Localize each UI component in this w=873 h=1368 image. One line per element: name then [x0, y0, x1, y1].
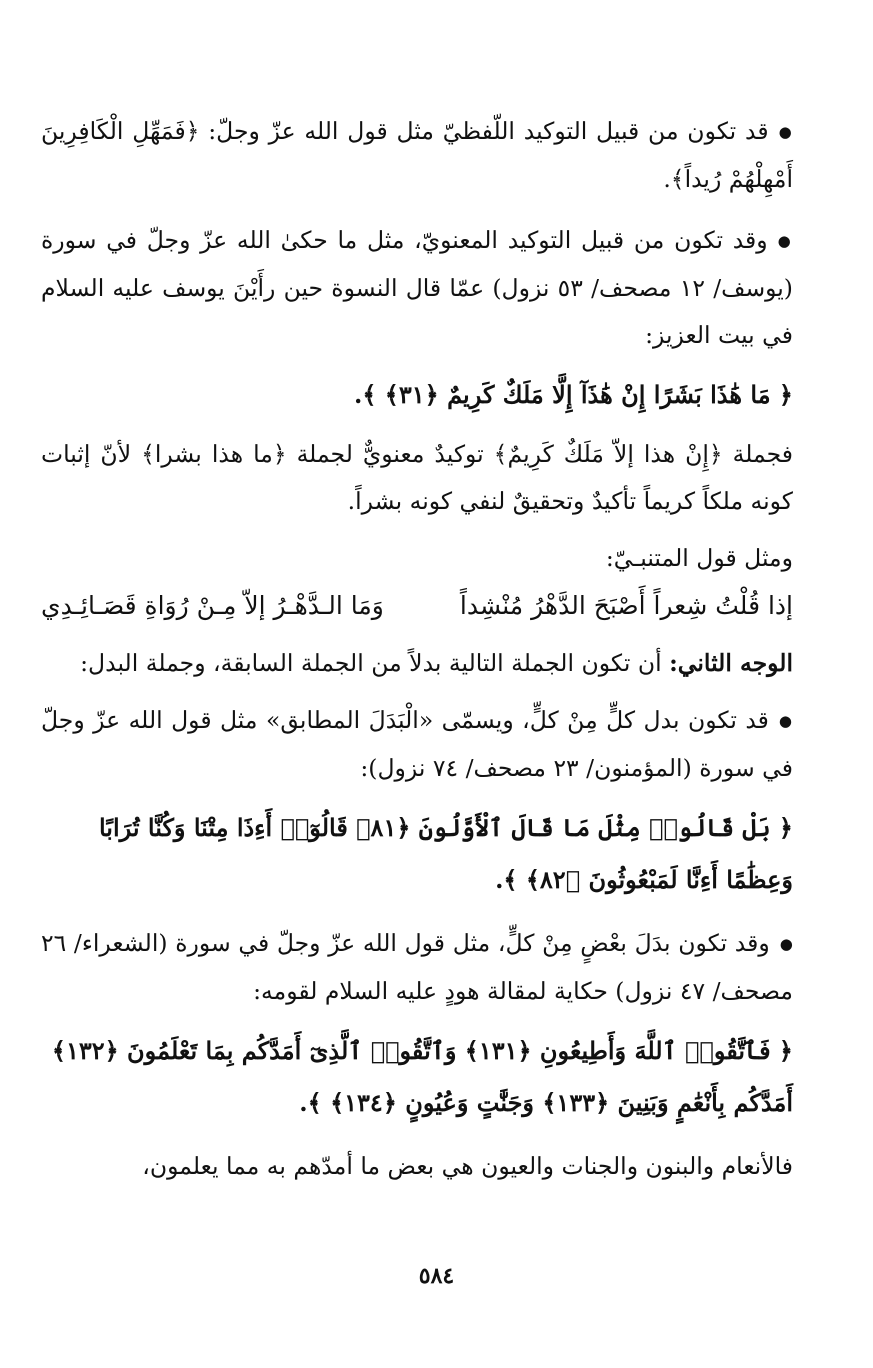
- poem-verse: [41, 582, 793, 630]
- bullet-paragraph-badal-bad: ● وقد تكون بدَلَ بعْضٍ مِنْ كلٍّ، مثل قول الله عزّ وجلّ في سورة (الشعراء/ ٢٦ مصحف/ ٤٧ نزول) حكاية لمقالة هودٍ عليه السلام لقومه:: [41, 920, 793, 1015]
- second-aspect-heading: الوجه الثاني:: [669, 649, 793, 677]
- bullet-paragraph-lafzi: ● قد تكون من قبيل التوكيد اللّفظيّ مثل قول الله عزّ وجلّ: ﴿فَمَهِّلِ الْكَافِرِينَ أَمْهِلْهُمْ رُيداً﴾.: [41, 108, 793, 203]
- poem-hemistich-second: وَمَا الـدَّهْـرُ إلاّ مِـنْ رُوَاةِ قَصَـائِـدِي: [41, 591, 384, 620]
- second-aspect-text: أن تكون الجملة التالية بدلاً من الجملة السابقة، وجملة البدل:: [80, 649, 670, 677]
- bullet-paragraph-badal-kull: ● قد تكون بدل كلٍّ مِنْ كلٍّ، ويسمّى «الْبَدَلَ المطابق» مثل قول الله عزّ وجلّ في سورة (المؤمنون/ ٢٣ مصحف/ ٧٤ نزول):: [41, 697, 793, 792]
- quran-quote-muminun: ﴿ بَلْ قَالُوا۟ مِثْلَ مَا قَالَ ٱلْأَوَّلُونَ ﴿٨١﴾ قَالُوٓا۟ أَءِذَا مِتْنَا وَكُنَّا تُرَابًا وَعِظَٰمًا أَءِنَّا لَمَبْعُوثُونَ ﴿٨٢﴾ ﴾.: [98, 813, 793, 894]
- quran-quote-yusuf: ﴿ مَا هَٰذَا بَشَرًا إِنْ هَٰذَآ إِلَّا مَلَكٌ كَرِيمٌ ﴿٣١﴾ ﴾.: [354, 380, 793, 409]
- page-number: ٥٨٤: [418, 1263, 455, 1289]
- bullet-paragraph-manawi: ● وقد تكون من قبيل التوكيد المعنويّ، مثل ما حكىٰ الله عزّ وجلّ في سورة (يوسف/ ١٢ مصحف/ ٥٣ نزول) عمّا قال النسوة حين رأَيْنَ يوسف عليه السلام في بيت العزيز:: [41, 217, 793, 359]
- closing-paragraph: فالأنعام والبنون والجنات والعيون هي بعض ما أمدّهم به مما يعلمون،: [142, 1152, 793, 1180]
- mutanabbi-intro: ومثل قول المتنبـيّ:: [605, 544, 793, 572]
- quran-quote-shuara: ﴿ فَٱتَّقُوا۟ ٱللَّهَ وَأَطِيعُونِ ﴿١٣١﴾ وَٱتَّقُوا۟ ٱلَّذِىٓ أَمَدَّكُم بِمَا تَعْلَمُونَ ﴿١٣٢﴾ أَمَدَّكُم بِأَنْعَٰمٍ وَبَنِينَ ﴿١٣٣﴾ وَجَنَّٰتٍ وَعُيُونٍ ﴿١٣٤﴾ ﴾.: [51, 1036, 793, 1117]
- explanation-paragraph: فجملة ﴿إِنْ هذا إلاّ مَلَكٌ كَرِيمٌ﴾ توكيدٌ معنويٌّ لجملة ﴿ما هذا بشرا﴾ لأنّ إثبات كونه ملكاً كريماً تأكيدٌ وتحقيقٌ لنفي كونه بشراً.: [41, 440, 793, 515]
- page-body: [41, 108, 793, 1308]
- second-aspect-paragraph: [41, 640, 793, 687]
- poem-hemistich-first: إذا قُلْتُ شِعراً أَصْبَحَ الدَّهْرُ مُنْشِداً: [459, 591, 793, 620]
